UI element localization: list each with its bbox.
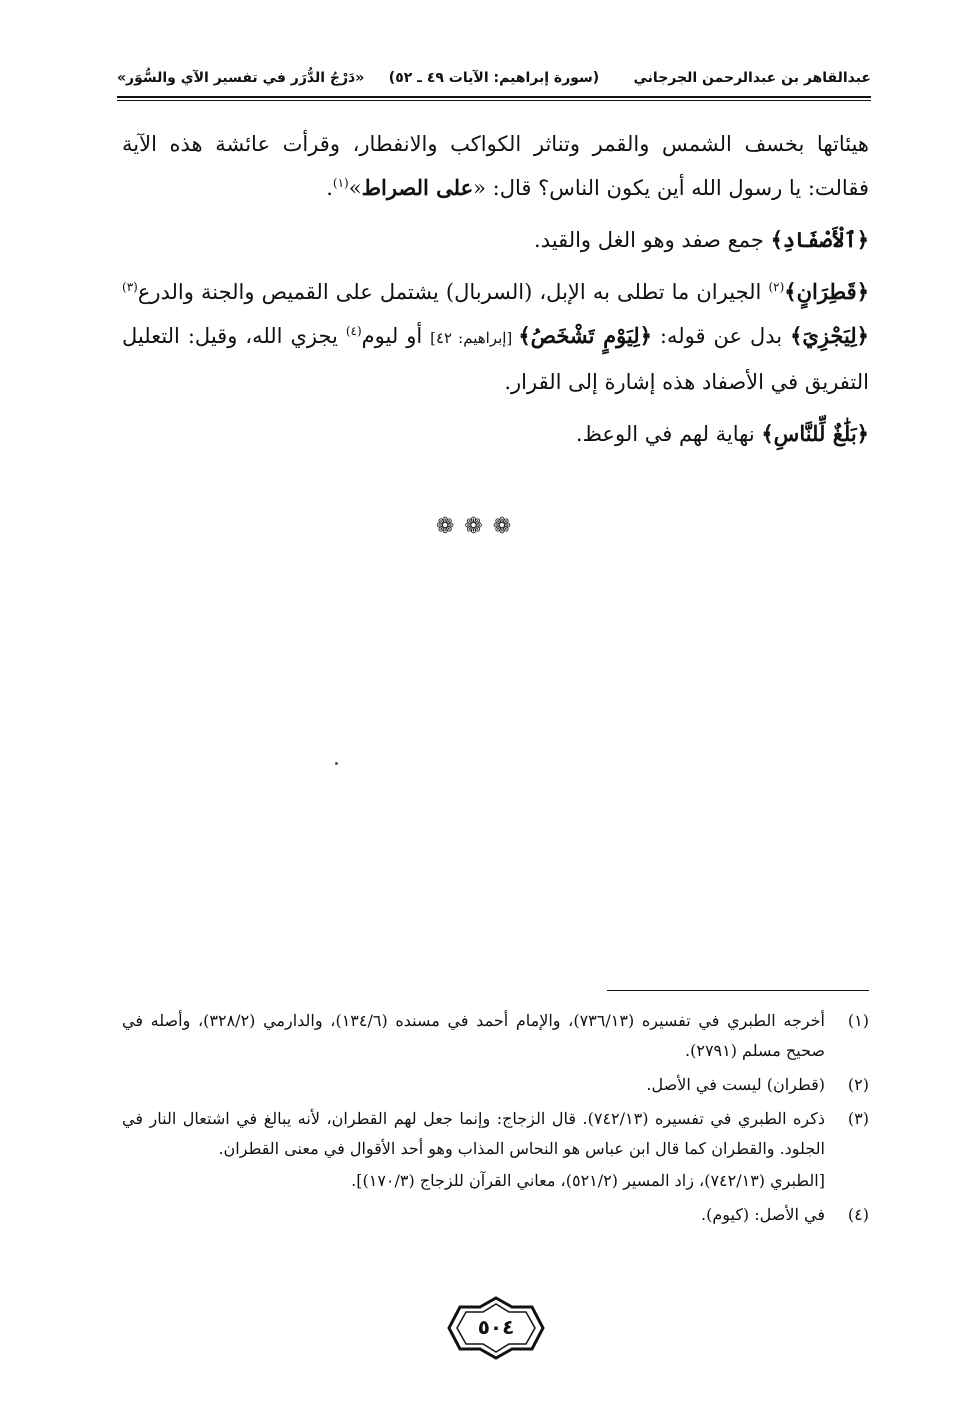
footnote-marker: (٢) xyxy=(768,280,785,294)
quran-term: ﴿بَلَٰغٌ لِّلنَّاسِ﴾ xyxy=(761,421,869,446)
quran-term: ﴿قَطِرَانٍ﴾ xyxy=(784,279,869,304)
page-number-ornament xyxy=(446,1295,546,1361)
footnote-text: (قطران) ليست في الأصل. xyxy=(646,1075,825,1094)
running-header xyxy=(117,66,871,94)
quran-term: ﴿ٱلْأَصْفَادِ﴾ xyxy=(770,227,869,252)
header-surah-title: (سورة إبراهيم: الآيات ٤٩ ـ ٥٢) xyxy=(388,70,600,86)
footnote-number: (٣) xyxy=(847,1109,869,1128)
print-speck xyxy=(335,762,338,765)
paragraph-2: ﴿ٱلْأَصْفَادِ﴾ جمع صفد وهو الغل والقيد. xyxy=(534,227,869,252)
footnote-separator xyxy=(607,990,869,991)
header-author: عبدالقاهر بن عبدالرحمن الجرجاني xyxy=(633,70,871,86)
footnote-3 xyxy=(122,1104,869,1196)
section-end-ornament: ❁❁❁ xyxy=(435,514,522,539)
bold-phrase: على الصراط xyxy=(361,175,474,200)
footnotes xyxy=(122,1006,869,1234)
footnote-marker: (١) xyxy=(332,176,349,190)
footnote-4 xyxy=(122,1200,869,1230)
footnote-number: (١) xyxy=(847,1011,869,1030)
page-number: ٥٠٤ xyxy=(477,1315,515,1339)
footnote-2 xyxy=(122,1070,869,1100)
header-book-title: «دَرْجُ الدُّرَر في تفسير الآي والسُّوَر» xyxy=(117,70,365,86)
paragraph-4: ﴿بَلَٰغٌ لِّلنَّاسِ﴾ نهاية لهم في الوعظ. xyxy=(575,421,869,446)
paragraph-1: هيئاتها بخسف الشمس والقمر وتناثر الكواكب والانفطار، وقرأت عائشة هذه الآية فقالت: يا رسول الله أين يكون الناس؟ قال: «على الصراط»$^{(١)}$. xyxy=(122,132,869,200)
verse-reference: [إبراهيم: ٤٢] xyxy=(430,329,519,347)
footnote-number: (٤) xyxy=(847,1205,869,1224)
header-rule-thin xyxy=(117,100,871,101)
paragraph-3: ﴿قَطِرَانٍ﴾$^{(٢)}$ الجيران ما تطلى به الإبل، (السربال) يشتمل على القميص والجنة والدرع$^{(٣)}$ ﴿لِيَجْزِيَ﴾ بدل عن قوله: ﴿لِيَوْمٍ تَشْخَصُ﴾ [إبراهيم: ٤٢] أو ليوم$^{(٤)}$ يجزي الله، وقيل: التعليل التفريق في الأصفاد هذه إشارة إلى القرار. xyxy=(122,279,869,394)
footnote-1 xyxy=(122,1006,869,1066)
main-text xyxy=(122,122,869,456)
quran-term: ﴿لِيَجْزِيَ﴾ xyxy=(790,323,869,348)
footnote-sources: [الطبري (٧٤٢/١٣)، زاد المسير (٥٢١/٢)، معاني القرآن للزجاج (١٧٠/٣)]. xyxy=(351,1171,825,1190)
footnote-number: (٢) xyxy=(847,1075,869,1094)
quran-term: ﴿لِيَوْمٍ تَشْخَصُ﴾ xyxy=(518,323,652,348)
footnote-text: أخرجه الطبري في تفسيره (٧٣٦/١٣)، والإمام أحمد في مسنده (١٣٤/٦)، والدارمي (٣٢٨/٢)، وأصله في صحيح مسلم (٢٧٩١). xyxy=(122,1011,825,1060)
footnote-text: في الأصل: (كيوم). xyxy=(700,1205,825,1224)
footnote-marker: (٤) xyxy=(345,324,362,338)
header-rule xyxy=(117,96,871,98)
footnote-marker: (٣) xyxy=(122,280,138,294)
footnote-text: ذكره الطبري في تفسيره (٧٤٢/١٣). قال الزجاج: وإنما جعل لهم القطران، لأنه يبالغ في اشتعال النار في الجلود. والقطران كما قال ابن عباس هو النحاس المذاب وهو أحد الأقوال في معنى القطران. xyxy=(122,1109,825,1158)
